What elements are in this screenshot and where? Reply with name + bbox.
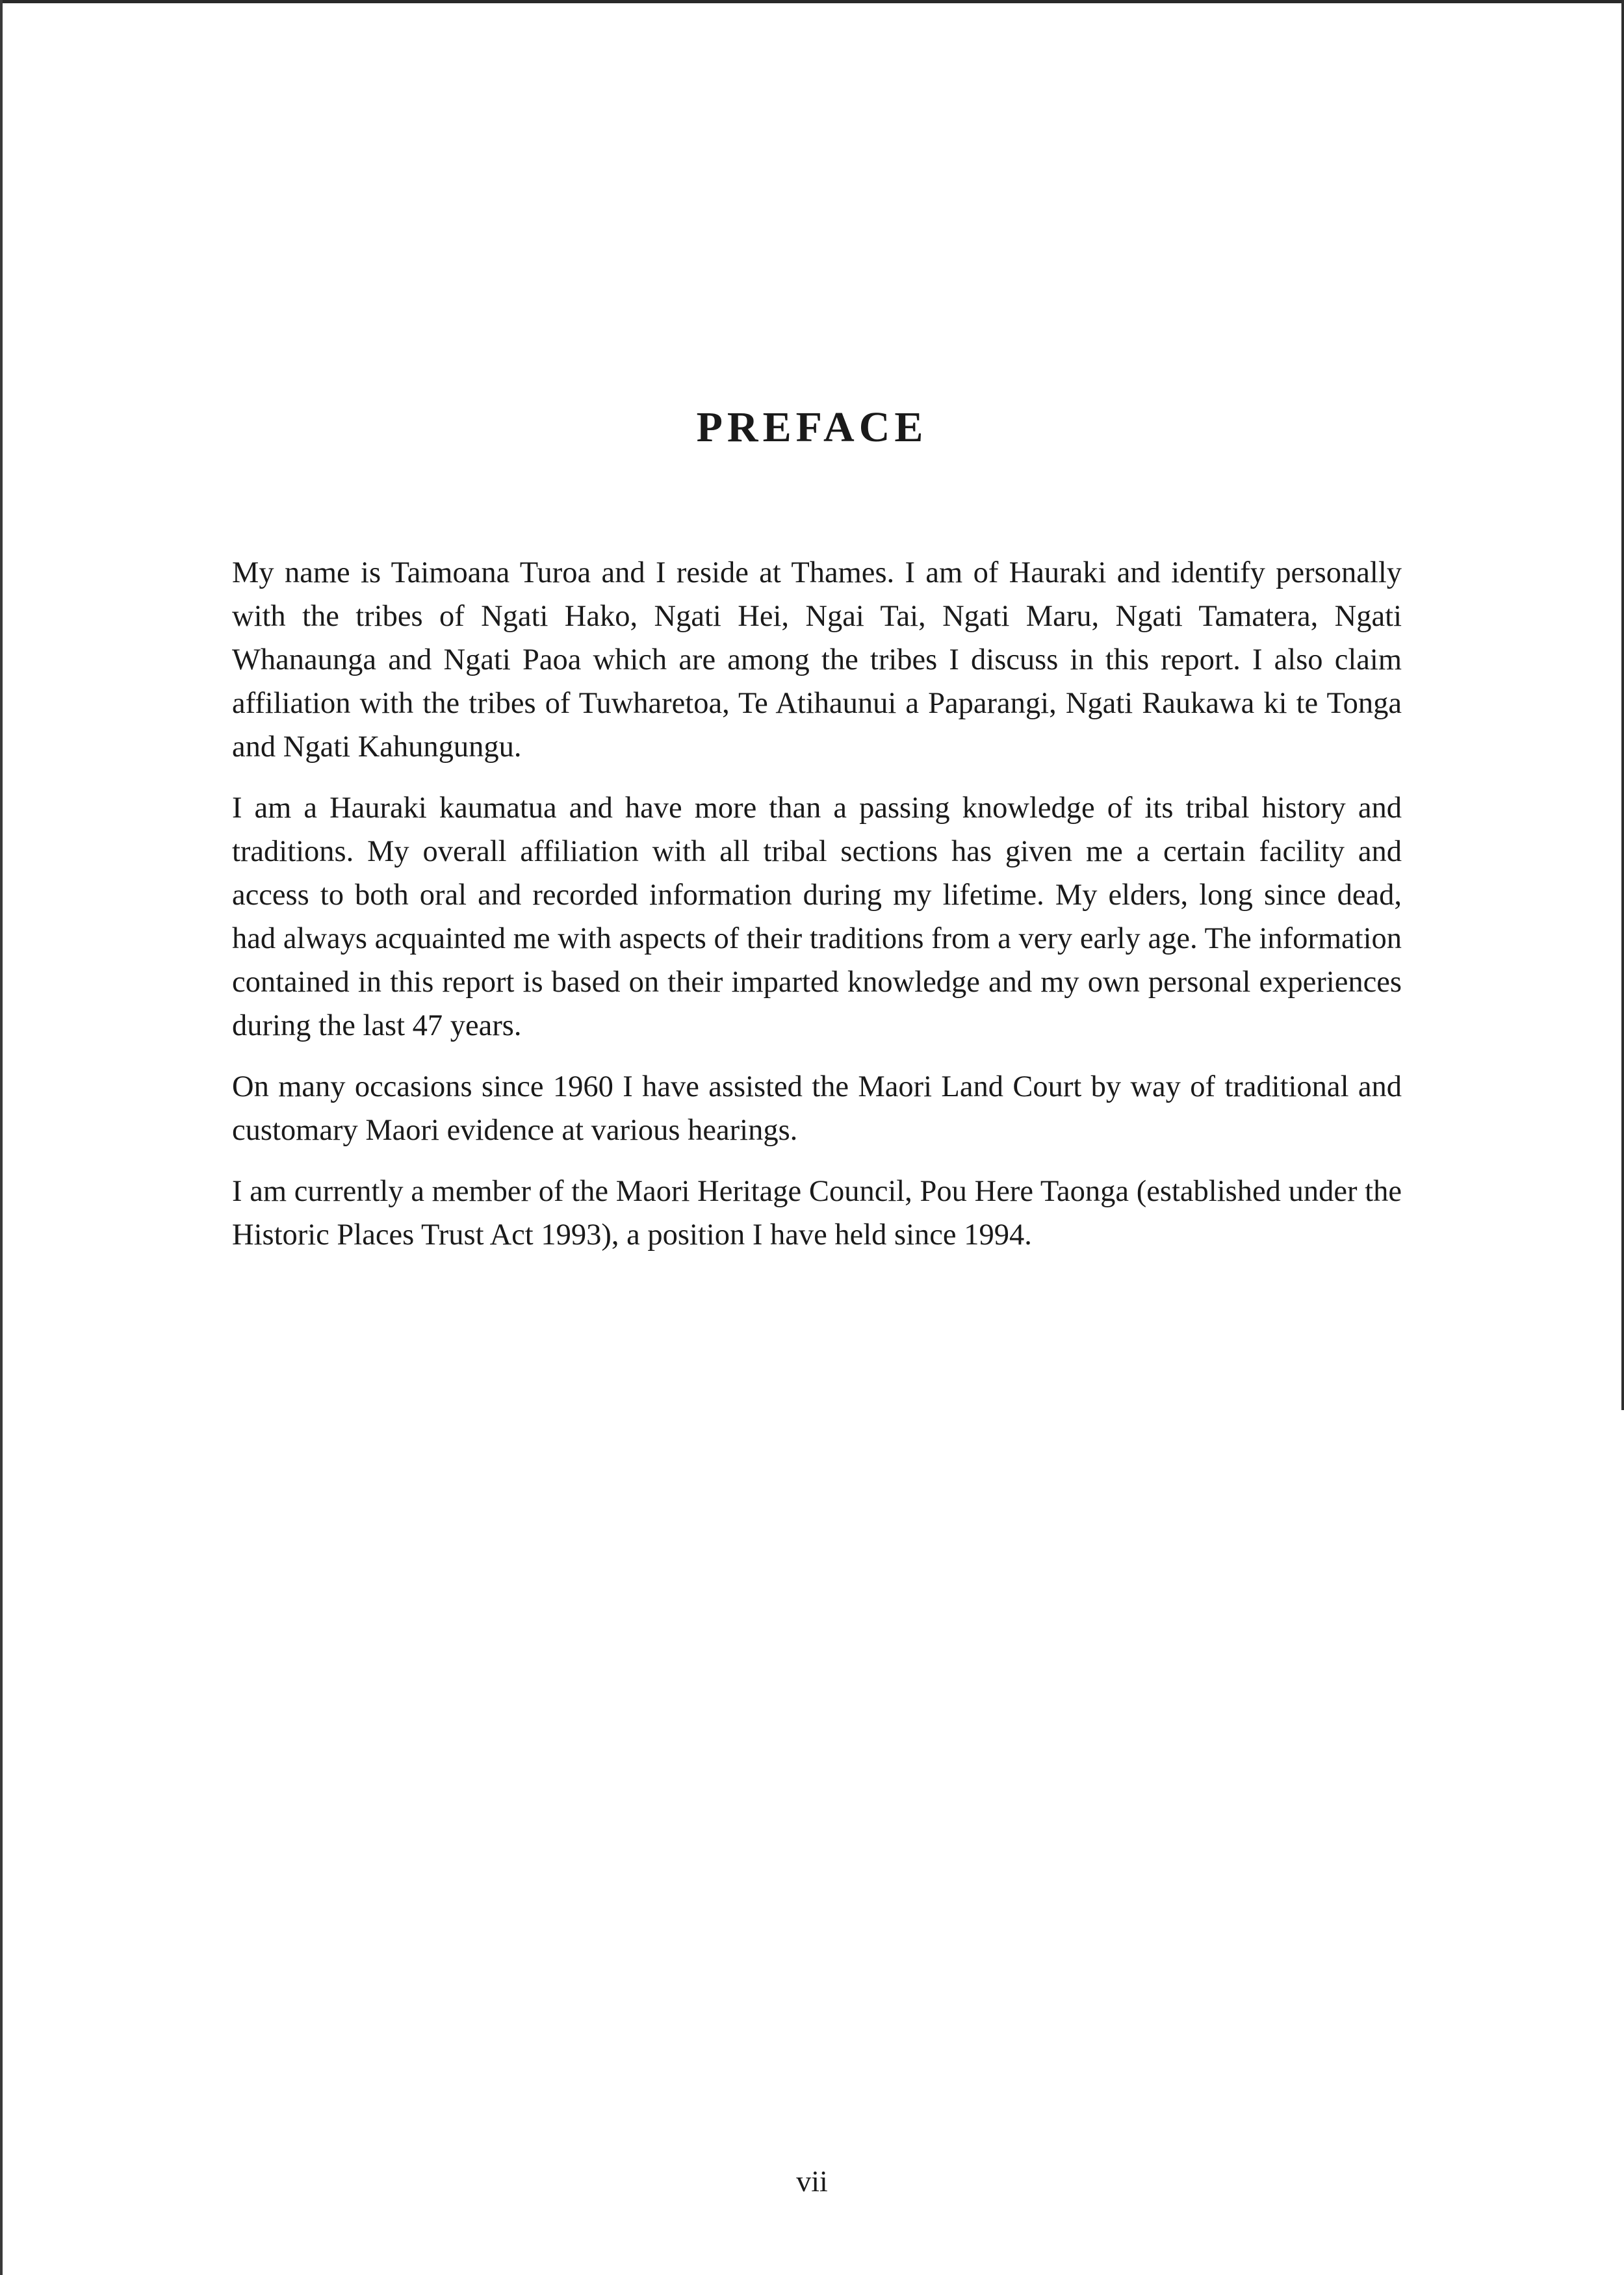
paragraph-2: I am a Hauraki kaumatua and have more than a passing knowledge of its tribal history and traditions. My overall affiliation with all tribal sections has given me a certain facility and access to both oral and recorded information during my lifetime. My elders, long since dead, had always acquainted me with aspects of their traditions from a very early age. The information contained in this report is based on their imparted knowledge and my own personal experiences during the last 47 years. <box>232 791 1402 1042</box>
paragraph-3: On many occasions since 1960 I have assisted the Maori Land Court by way of traditional and customary Maori evidence at various hearings. <box>232 1070 1402 1147</box>
paragraph-1: My name is Taimoana Turoa and I reside at Thames. I am of Hauraki and identify personally with the tribes of Ngati Hako, Ngati Hei, Ngai Tai, Ngati Maru, Ngati Tamatera, Ngati Whanaunga and Ngati Paoa which are among the tribes I discuss in this report. I also claim affiliation with the tribes of Tuwharetoa, Te Atihaunui a Paparangi, Ngati Raukawa ki te Tonga and Ngati Kahungungu. <box>232 556 1402 764</box>
page-title: PREFACE <box>696 404 928 451</box>
page-number: vii <box>796 2165 828 2198</box>
scan-edge-right <box>1621 0 1624 1410</box>
paragraph-4: I am currently a member of the Maori Heritage Council, Pou Here Taonga (established under the Historic Places Trust Act 1993), a position I have held since 1994. <box>232 1175 1402 1252</box>
preface-body <box>232 551 1402 1274</box>
scan-edge-top <box>0 0 1624 3</box>
scan-edge-left <box>0 0 3 2275</box>
